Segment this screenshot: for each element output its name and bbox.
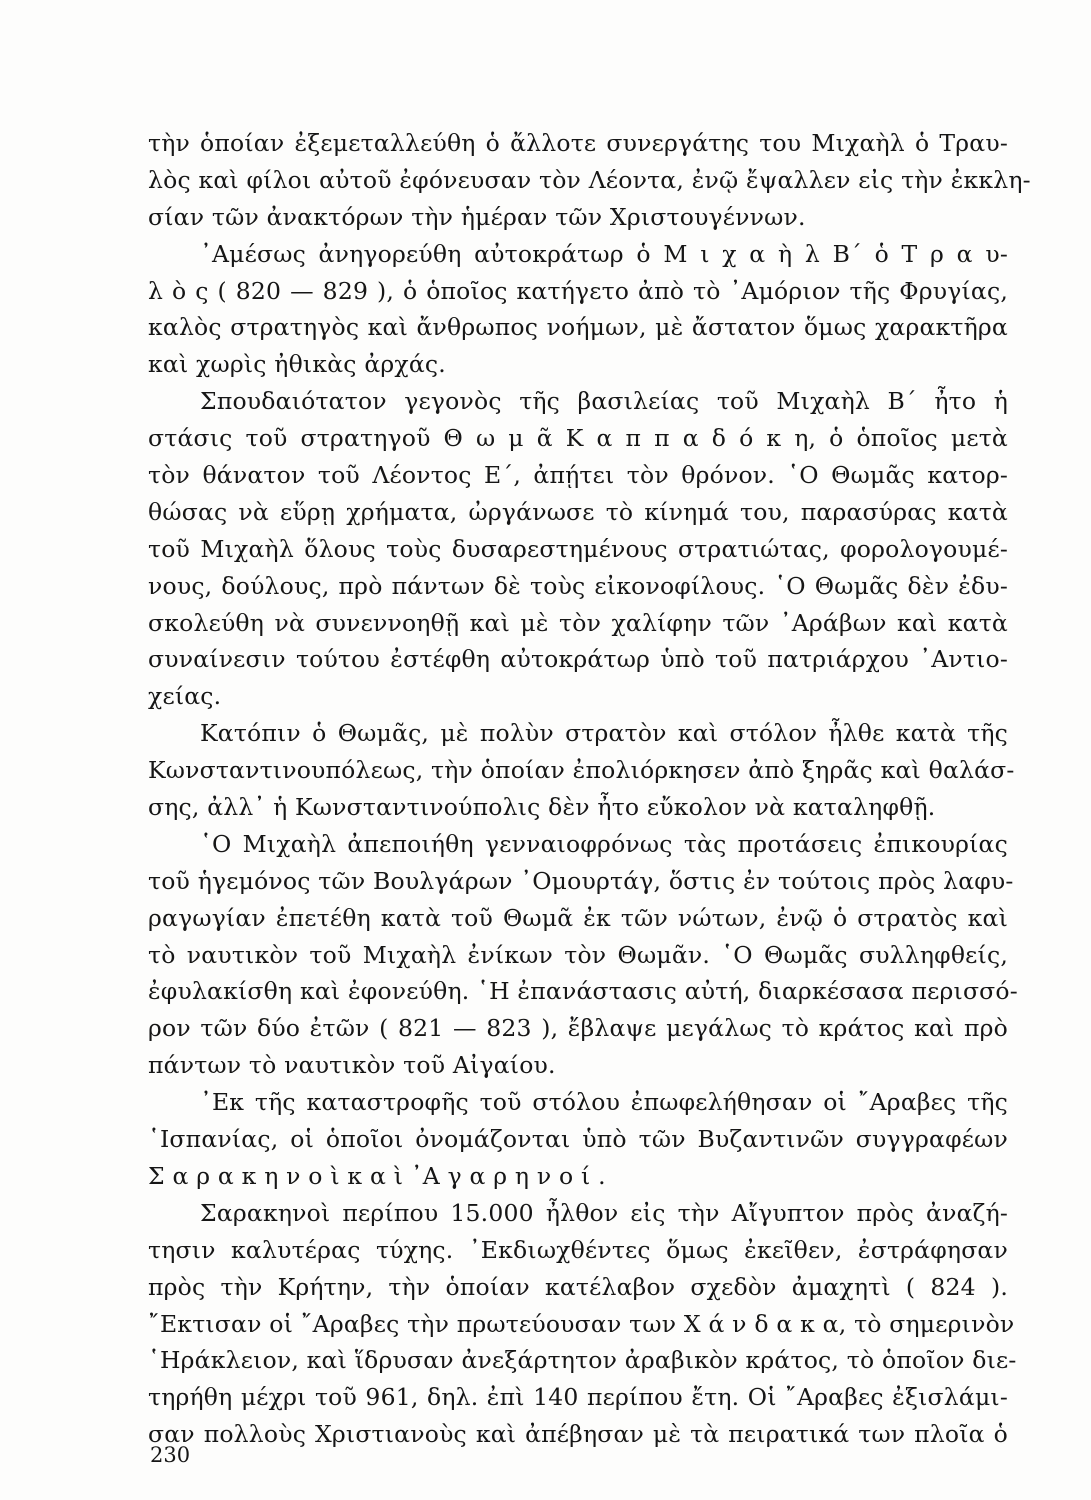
text-line: ῎Εκτισαν οἱ ῎Αραβες τὴν πρωτεύουσαν των Χ ά ν δ α κ α, τὸ σημερινὸν (148, 1309, 1015, 1338)
text-line: Σπουδαιότατον γεγονὸς τῆς βασιλείας τοῦ Μιχαὴλ Β΄ ἦτο ἡ (200, 387, 1008, 416)
text-line: τὸ ναυτικὸν τοῦ Μιχαὴλ ἐνίκων τὸν Θωμᾶν. ῾Ο Θωμᾶς συλληφθείς, (148, 940, 1008, 969)
text-line: στάσις τοῦ στρατηγοῦ Θ ω μ ᾶ Κ α π π α δ ό κ η, ὁ ὁποῖος μετὰ (148, 424, 1008, 453)
text-line: πρὸς τὴν Κρήτην, τὴν ὁποίαν κατέλαβον σχεδὸν ἀμαχητὶ ( 824 ). (148, 1272, 1008, 1301)
text-line: ᾿Αμέσως ἀνηγορεύθη αὐτοκράτωρ ὁ Μ ι χ α ὴ λ Β΄ ὁ Τ ρ α υ- (200, 239, 1008, 268)
text-line: ραγωγίαν ἐπετέθη κατὰ τοῦ Θωμᾶ ἐκ τῶν νώτων, ἐνῷ ὁ στρατὸς καὶ (148, 903, 1008, 932)
text-line: ῾Ισπανίας, οἱ ὁποῖοι ὀνομάζονται ὑπὸ τῶν Βυζαντινῶν συγγραφέων (148, 1125, 1008, 1154)
text-line: νους, δούλους, πρὸ πάντων δὲ τοὺς εἰκονοφίλους. ῾Ο Θωμᾶς δὲν ἐδυ- (148, 571, 1008, 600)
text-line: ᾿Εκ τῆς καταστροφῆς τοῦ στόλου ἐπωφελήθησαν οἱ ῎Αραβες τῆς (200, 1088, 1008, 1117)
text-line: Σαρακηνοὶ περίπου 15.000 ἦλθον εἰς τὴν Αἴγυπτον πρὸς ἀναζή- (200, 1198, 1008, 1227)
text-line: χείας. (148, 682, 222, 711)
text-line: θώσας νὰ εὕρῃ χρήματα, ὠργάνωσε τὸ κίνημά του, παρασύρας κατὰ (148, 497, 1008, 526)
text-line: ῾Ο Μιχαὴλ ἀπεποιήθη γενναιοφρόνως τὰς προτάσεις ἐπικουρίας (200, 829, 1008, 858)
text-line: ῾Ηράκλειον, καὶ ἵδρυσαν ἀνεξάρτητον ἀραβικὸν κράτος, τὸ ὁποῖον διε- (148, 1346, 1017, 1375)
text-line: Σ α ρ α κ η ν ο ὶ κ α ὶ ᾿Α γ α ρ η ν ο ί . (148, 1161, 606, 1190)
text-line: ἐφυλακίσθη καὶ ἐφονεύθη. ῾Η ἐπανάστασις αὐτή, διαρκέσασα περισσό- (148, 977, 1018, 1006)
text-line: λὸς καὶ φίλοι αὐτοῦ ἐφόνευσαν τὸν Λέοντα, ἐνῷ ἔψαλλεν εἰς τὴν ἐκκλη- (148, 165, 1031, 194)
text-line: Κατόπιν ὁ Θωμᾶς, μὲ πολὺν στρατὸν καὶ στόλον ἦλθε κατὰ τῆς (200, 719, 1008, 748)
text-line: λ ὸ ς ( 820 — 829 ), ὁ ὁποῖος κατήγετο ἀπὸ τὸ ᾿Αμόριον τῆς Φρυγίας, (148, 276, 1008, 305)
text-line: τὴν ὁποίαν ἐξεμεταλλεύθη ὁ ἄλλοτε συνεργάτης του Μιχαὴλ ὁ Τραυ- (148, 129, 1008, 157)
text-line: ρον τῶν δύο ἐτῶν ( 821 — 823 ), ἔβλαψε μεγάλως τὸ κράτος καὶ πρὸ (148, 1014, 1008, 1043)
text-line: τοῦ ἡγεμόνος τῶν Βουλγάρων ᾿Ομουρτάγ, ὅστις ἐν τούτοις πρὸς λαφυ- (148, 866, 1014, 895)
text-line: καλὸς στρατηγὸς καὶ ἄνθρωπος νοήμων, μὲ ἄστατον ὅμως χαρακτῆρα (148, 313, 1008, 342)
text-line: Κωνσταντινουπόλεως, τὴν ὁποίαν ἐπολιόρκησεν ἀπὸ ξηρᾶς καὶ θαλάσ- (148, 756, 1015, 785)
text-line: τηρήθη μέχρι τοῦ 961, δηλ. ἐπὶ 140 περίπου ἔτη. Οἱ ῎Αραβες ἐξισλάμι- (148, 1383, 1008, 1412)
text-line: τοῦ Μιχαὴλ ὅλους τοὺς δυσαρεστημένους στρατιώτας, φορολογουμέ- (148, 534, 1008, 563)
text-line: σης, ἀλλ᾿ ἡ Κωνσταντινούπολις δὲν ἦτο εὔκολον νὰ καταληφθῇ. (148, 793, 936, 822)
body-text (148, 125, 1031, 1453)
text-line: καὶ χωρὶς ἠθικὰς ἀρχάς. (148, 350, 446, 379)
text-line: σίαν τῶν ἀνακτόρων τὴν ἡμέραν τῶν Χριστουγέννων. (148, 202, 806, 231)
text-line: σαν πολλοὺς Χριστιανοὺς καὶ ἀπέβησαν μὲ τὰ πειρατικά των πλοῖα ὁ (148, 1420, 1008, 1449)
text-line: συναίνεσιν τούτου ἐστέφθη αὐτοκράτωρ ὑπὸ τοῦ πατριάρχου ᾿Αντιο- (148, 645, 1008, 674)
text-line: πάντων τὸ ναυτικὸν τοῦ Αἰγαίου. (148, 1051, 556, 1080)
page-number: 230 (150, 1443, 191, 1467)
text-line: σκολεύθη νὰ συνεννοηθῇ καὶ μὲ τὸν χαλίφην τῶν ᾿Αράβων καὶ κατὰ (148, 608, 1008, 637)
text-line: τὸν θάνατον τοῦ Λέοντος Ε΄, ἀπῄτει τὸν θρόνον. ῾Ο Θωμᾶς κατορ- (148, 461, 1008, 490)
text-line: τησιν καλυτέρας τύχης. ᾿Εκδιωχθέντες ὅμως ἐκεῖθεν, ἐστράφησαν (148, 1235, 1008, 1264)
